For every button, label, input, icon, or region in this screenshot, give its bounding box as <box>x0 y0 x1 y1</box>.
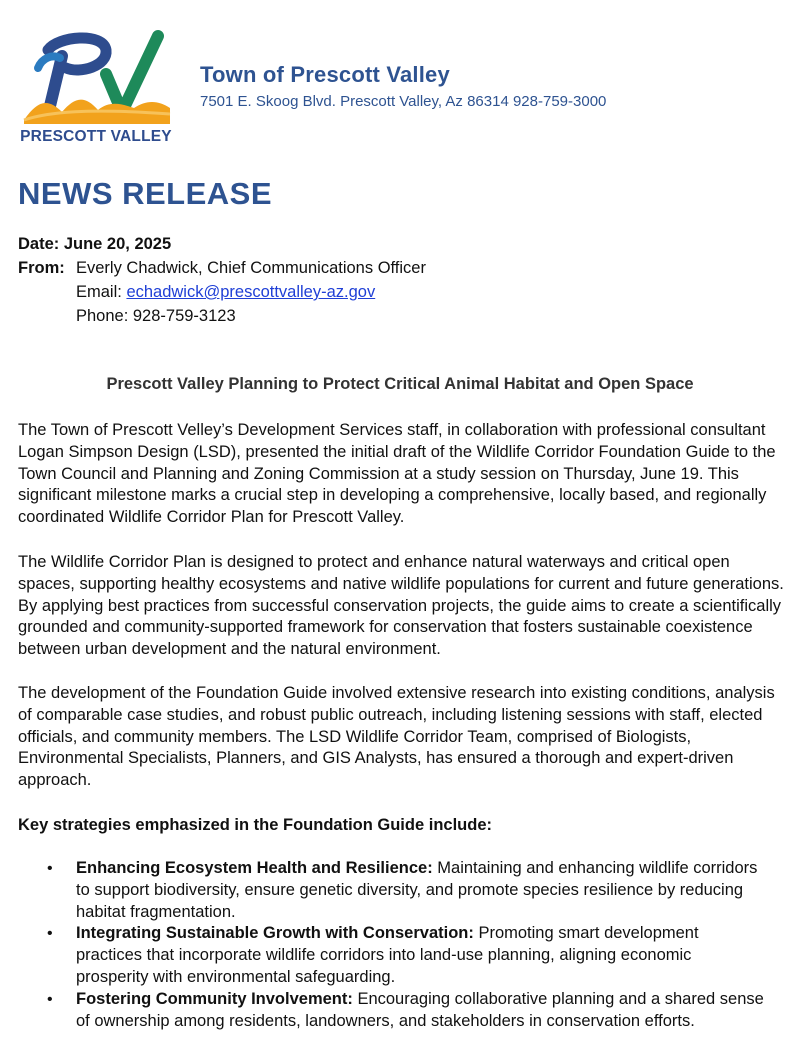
list-item <box>0 858 766 923</box>
release-date-text: Date: June 20, 2025 <box>18 235 172 253</box>
list-item <box>0 923 766 988</box>
bullet-icon: • <box>47 860 53 877</box>
from-line <box>18 259 426 278</box>
list-item <box>0 989 766 1033</box>
paragraph: The Town of Prescott Velley’s Development Services staff, in collaboration with professional consultant Logan Simpson Design (LSD), presented the initial draft of the Wildlife Corridor Foundation Guide to the Town Council and Planning and Zoning Commission at a study session on Thursday, June 19. This significant milestone marks a crucial step in developing a comprehensive, locally based, and regionally coordinated Wildlife Corridor Plan for Prescott Valley. <box>18 421 776 527</box>
bullet-icon: • <box>47 925 53 943</box>
logo-text: PRESCOTT VALLEY <box>20 128 172 145</box>
phone-line: Phone: 928-759-3123 <box>76 307 236 325</box>
release-date <box>18 235 171 254</box>
from-value: Everly Chadwick, Chief Communications Officer <box>76 259 426 277</box>
strategy-text: Promoting smart development practices that incorporate wildlife corridors into land-use planning, aligning economic prosperity with environmental safeguarding. <box>76 924 699 986</box>
news-release-title: NEWS RELEASE <box>18 176 273 211</box>
strategy-text: Encouraging collaborative planning and a shared sense of ownership among residents, landowners, and stakeholders in conservation efforts. <box>76 989 764 1030</box>
org-address: 7501 E. Skoog Blvd. Prescott Valley, Az 86314 928-759-3000 <box>200 93 607 110</box>
paragraph: The Wildlife Corridor Plan is designed to protect and enhance natural waterways and critical open spaces, supporting healthy ecosystems and native wildlife populations for current and future generations. By applying best practices from successful conservation projects, the guide aims to create a scientifically grounded and community-supported framework for conservation that fosters sustainable coexistence between urban development and the natural environment. <box>18 553 784 659</box>
headline: Prescott Valley Planning to Protect Critical Animal Habitat and Open Space <box>106 375 694 393</box>
bullet-icon: • <box>47 990 53 1008</box>
town-logo <box>18 28 174 152</box>
from-label: From: <box>18 259 65 277</box>
email-label: Email: <box>76 283 127 301</box>
logo-mark-icon <box>18 28 174 128</box>
strategies-list <box>0 858 800 1032</box>
strategy-title: Fostering Community Involvement: <box>76 989 353 1008</box>
email-link[interactable]: echadwick@prescottvalley-az.gov <box>126 283 376 301</box>
key-strategies-title: Key strategies emphasized in the Foundation Guide include: <box>18 816 492 834</box>
org-name: Town of Prescott Valley <box>200 62 450 87</box>
paragraph: The development of the Foundation Guide involved extensive research into existing conditions, analysis of comparable case studies, and robust public outreach, including listening sessions with staff, elected officials, and community members. The LSD Wildlife Corridor Team, comprised of Biologists, Environmental Specialists, Planners, and GIS Analysts, has ensured a thorough and expert-driven approach. <box>18 684 775 790</box>
strategy-title: Integrating Sustainable Growth with Conservation: <box>76 924 474 943</box>
email-line <box>76 283 375 302</box>
strategy-text: Maintaining and enhancing wildlife corridors to support biodiversity, ensure genetic diversity, and promote species resilience by reducing habitat fragmentation. <box>76 859 758 921</box>
strategy-title: Enhancing Ecosystem Health and Resilience: <box>76 859 433 877</box>
